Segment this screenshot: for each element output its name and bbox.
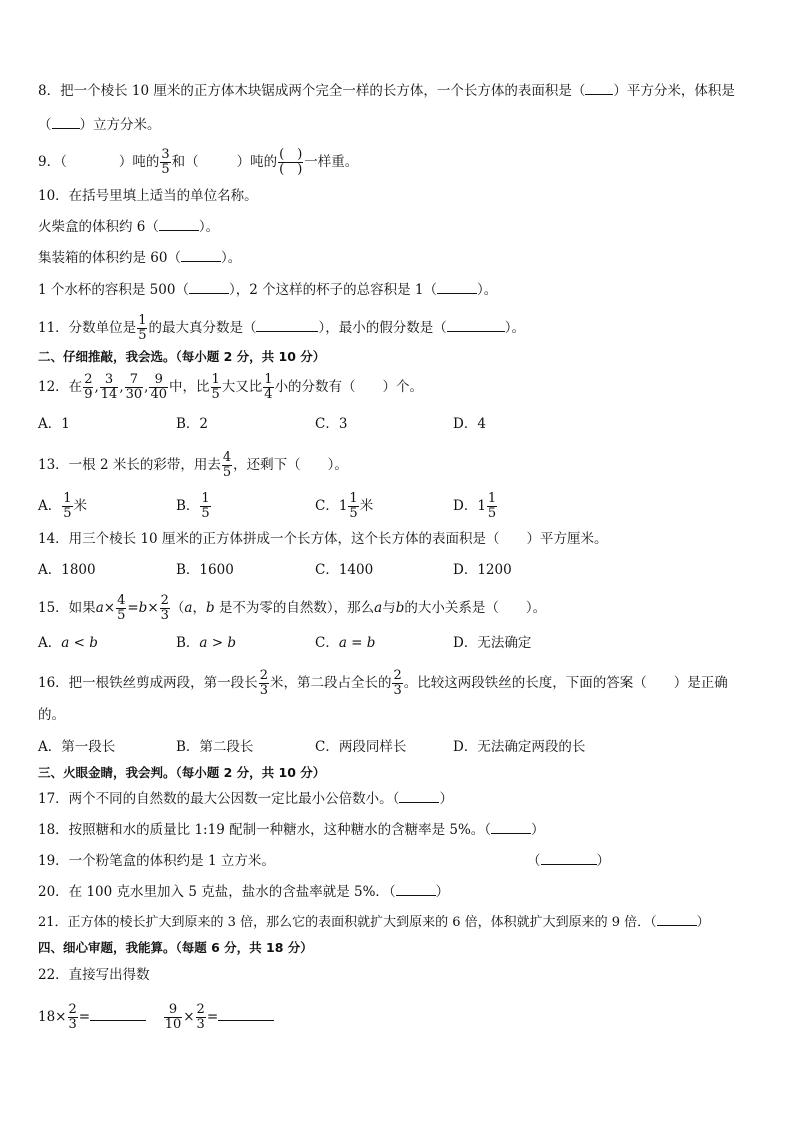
fraction: $\frac{2}{3}$ xyxy=(160,593,169,623)
option-d[interactable]: D．无法确定 xyxy=(453,635,532,651)
fraction: $\frac{1}{5}$ xyxy=(487,491,497,521)
option-b[interactable]: B． $\frac{1}{5}$ xyxy=(176,491,210,521)
question-14: 14．用三个棱长 10 厘米的正方体拼成一个长方体，这个长方体的表面积是（ ）平方厘米。 xyxy=(38,531,608,547)
answer-blank[interactable] xyxy=(491,821,531,834)
question-11: 11．分数单位是 $\frac{1}{5}$ 的最大真分数是（ ），最小的假分数是（ ）。 xyxy=(38,313,525,343)
fraction: $\frac{1}{5}$ xyxy=(349,491,358,521)
answer-blank[interactable] xyxy=(181,249,221,262)
fraction: $\frac{1}{5}$ xyxy=(201,491,210,521)
option-a[interactable]: A．a < b xyxy=(38,635,98,651)
section-4-heading: 四、细心审题，我能算。（每题 6 分，共 18 分） xyxy=(38,940,313,955)
option-d[interactable]: D．1 $\frac{1}{5}$ xyxy=(453,491,497,521)
fraction: $\frac{7}{30}$ xyxy=(125,372,143,402)
fraction: $\frac{2}{3}$ xyxy=(68,1002,77,1032)
option-c[interactable]: C．3 xyxy=(315,416,348,432)
fraction: $\frac{4}{5}$ xyxy=(117,593,126,623)
section-3-heading: 三、火眼金睛，我会判。（每小题 2 分，共 10 分） xyxy=(38,765,326,780)
fraction: $\frac{1}{5}$ xyxy=(211,372,220,402)
fraction: $\frac{3}{5}$ xyxy=(161,147,170,177)
answer-blank[interactable] xyxy=(437,281,477,294)
fraction: $\frac{2}{3}$ xyxy=(196,1002,205,1032)
fraction: $\frac{1}{5}$ xyxy=(63,491,72,521)
fraction: $\frac{2}{9}$ xyxy=(84,372,93,402)
question-9: 9．（ ）吨的 $\frac{3}{5}$ 和（ ）吨的 $\frac{( )}{( )}$ 一样重。 xyxy=(38,147,359,177)
option-a[interactable]: A． $\frac{1}{5}$ 米 xyxy=(38,491,88,521)
answer-blank[interactable] xyxy=(189,281,229,294)
question-21: 21．正方体的棱长扩大到原来的 3 倍，那么它的表面积就扩大到原来的 6 倍，体积就扩大到原来的 9 倍．（ ） xyxy=(38,915,710,930)
fraction-blank[interactable]: $\frac{( )}{( )}$ xyxy=(279,147,303,177)
question-10-title: 10．在括号里填上适当的单位名称。 xyxy=(38,188,258,204)
answer-blank[interactable] xyxy=(256,319,318,332)
option-d[interactable]: D．无法确定两段的长 xyxy=(453,739,586,755)
fraction: $\frac{1}{5}$ xyxy=(138,313,147,343)
question-19-answer: （ ） xyxy=(527,853,610,869)
question-13: 13．一根 2 米长的彩带，用去 $\frac{4}{5}$ ，还剩下（ ）。 xyxy=(38,450,348,480)
option-b[interactable]: B．2 xyxy=(176,416,209,432)
option-a[interactable]: A．第一段长 xyxy=(38,739,116,755)
fraction: $\frac{3}{14}$ xyxy=(100,372,118,402)
question-22-title: 22．直接写出得数 xyxy=(38,967,150,983)
question-16-line-1: 16．把一根铁丝剪成两段，第一段长 $\frac{2}{3}$ 米，第二段占全长的 $\frac{2}{3}$ 。比较这两段铁丝的长度，下面的答案（ ）是正确 xyxy=(38,668,728,698)
question-12: 12．在 $\frac{2}{9}$ , $\frac{3}{14}$ , $\frac{7}{30}$ , $\frac{9}{40}$ 中，比 $\frac{1}{5}$ 大又比 $\frac{1}{4}$ 小的分数有（ ）个。 xyxy=(38,372,424,402)
fraction: $\frac{4}{5}$ xyxy=(222,450,232,480)
question-10-item-3: 1 个水杯的容积是 500（ ），2 个这样的杯子的总容积是 1（ ）。 xyxy=(38,282,498,298)
option-a[interactable]: A．1 xyxy=(38,416,70,432)
question-8-line-1: 8．把一个棱长 10 厘米的正方体木块锯成两个完全一样的长方体，一个长方体的表面积是（ ）平方分米，体积是 xyxy=(38,83,735,99)
question-16-line-2: 的。 xyxy=(38,707,65,723)
answer-blank[interactable] xyxy=(541,852,597,865)
option-d[interactable]: D．1200 xyxy=(453,562,512,578)
option-d[interactable]: D．4 xyxy=(453,416,486,432)
answer-blank[interactable] xyxy=(657,913,697,926)
option-b[interactable]: B．第二段长 xyxy=(176,739,254,755)
question-15: 15．如果a× $\frac{4}{5}$ =b× $\frac{2}{3}$ （a，b 是不为零的自然数），那么a与b的大小关系是（ ）。 xyxy=(38,593,547,623)
fraction: $\frac{2}{3}$ xyxy=(393,668,402,698)
answer-blank[interactable] xyxy=(396,883,436,896)
question-18: 18．按照糖和水的质量比 1:19 配制一种糖水，这种糖水的含糖率是 5%。（ ） xyxy=(38,822,545,838)
fraction: $\frac{9}{40}$ xyxy=(150,372,167,402)
option-c[interactable]: C．两段同样长 xyxy=(315,739,407,755)
answer-blank[interactable] xyxy=(218,1008,274,1021)
option-b[interactable]: B．1600 xyxy=(176,562,234,578)
answer-blank[interactable] xyxy=(90,1008,146,1021)
option-c[interactable]: C．a = b xyxy=(315,635,376,651)
answer-blank[interactable] xyxy=(585,82,613,95)
answer-blank[interactable] xyxy=(159,218,199,231)
question-17: 17．两个不同的自然数的最大公因数一定比最小公倍数小。（ ） xyxy=(38,791,453,807)
question-19: 19．一个粉笔盒的体积约是 1 立方米。 xyxy=(38,853,275,869)
fraction: $\frac{1}{4}$ xyxy=(264,372,273,402)
question-8-line-2: （ ）立方分米。 xyxy=(38,117,161,133)
fraction: $\frac{9}{10}$ xyxy=(164,1002,182,1032)
fraction: $\frac{2}{3}$ xyxy=(259,668,268,698)
option-c[interactable]: C．1400 xyxy=(315,562,374,578)
section-2-heading: 二、仔细推敲，我会选。（每小题 2 分，共 10 分） xyxy=(38,349,326,364)
answer-blank[interactable] xyxy=(447,319,505,332)
question-22-expressions: 18× $\frac{2}{3}$ = $\frac{9}{10}$ × $\frac{2}{3}$ = xyxy=(38,1003,274,1032)
answer-blank[interactable] xyxy=(52,116,80,129)
question-10-item-2: 集装箱的体积约是 60（ ）。 xyxy=(38,250,242,266)
option-b[interactable]: B．a > b xyxy=(176,635,237,651)
option-c[interactable]: C．1 $\frac{1}{5}$ 米 xyxy=(315,491,374,521)
question-20: 20．在 100 克水里加入 5 克盐，盐水的含盐率就是 5%．（ ） xyxy=(38,884,450,900)
answer-blank[interactable] xyxy=(399,790,439,803)
question-10-item-1: 火柴盒的体积约 6（ ）。 xyxy=(38,219,220,235)
option-a[interactable]: A．1800 xyxy=(38,562,96,578)
